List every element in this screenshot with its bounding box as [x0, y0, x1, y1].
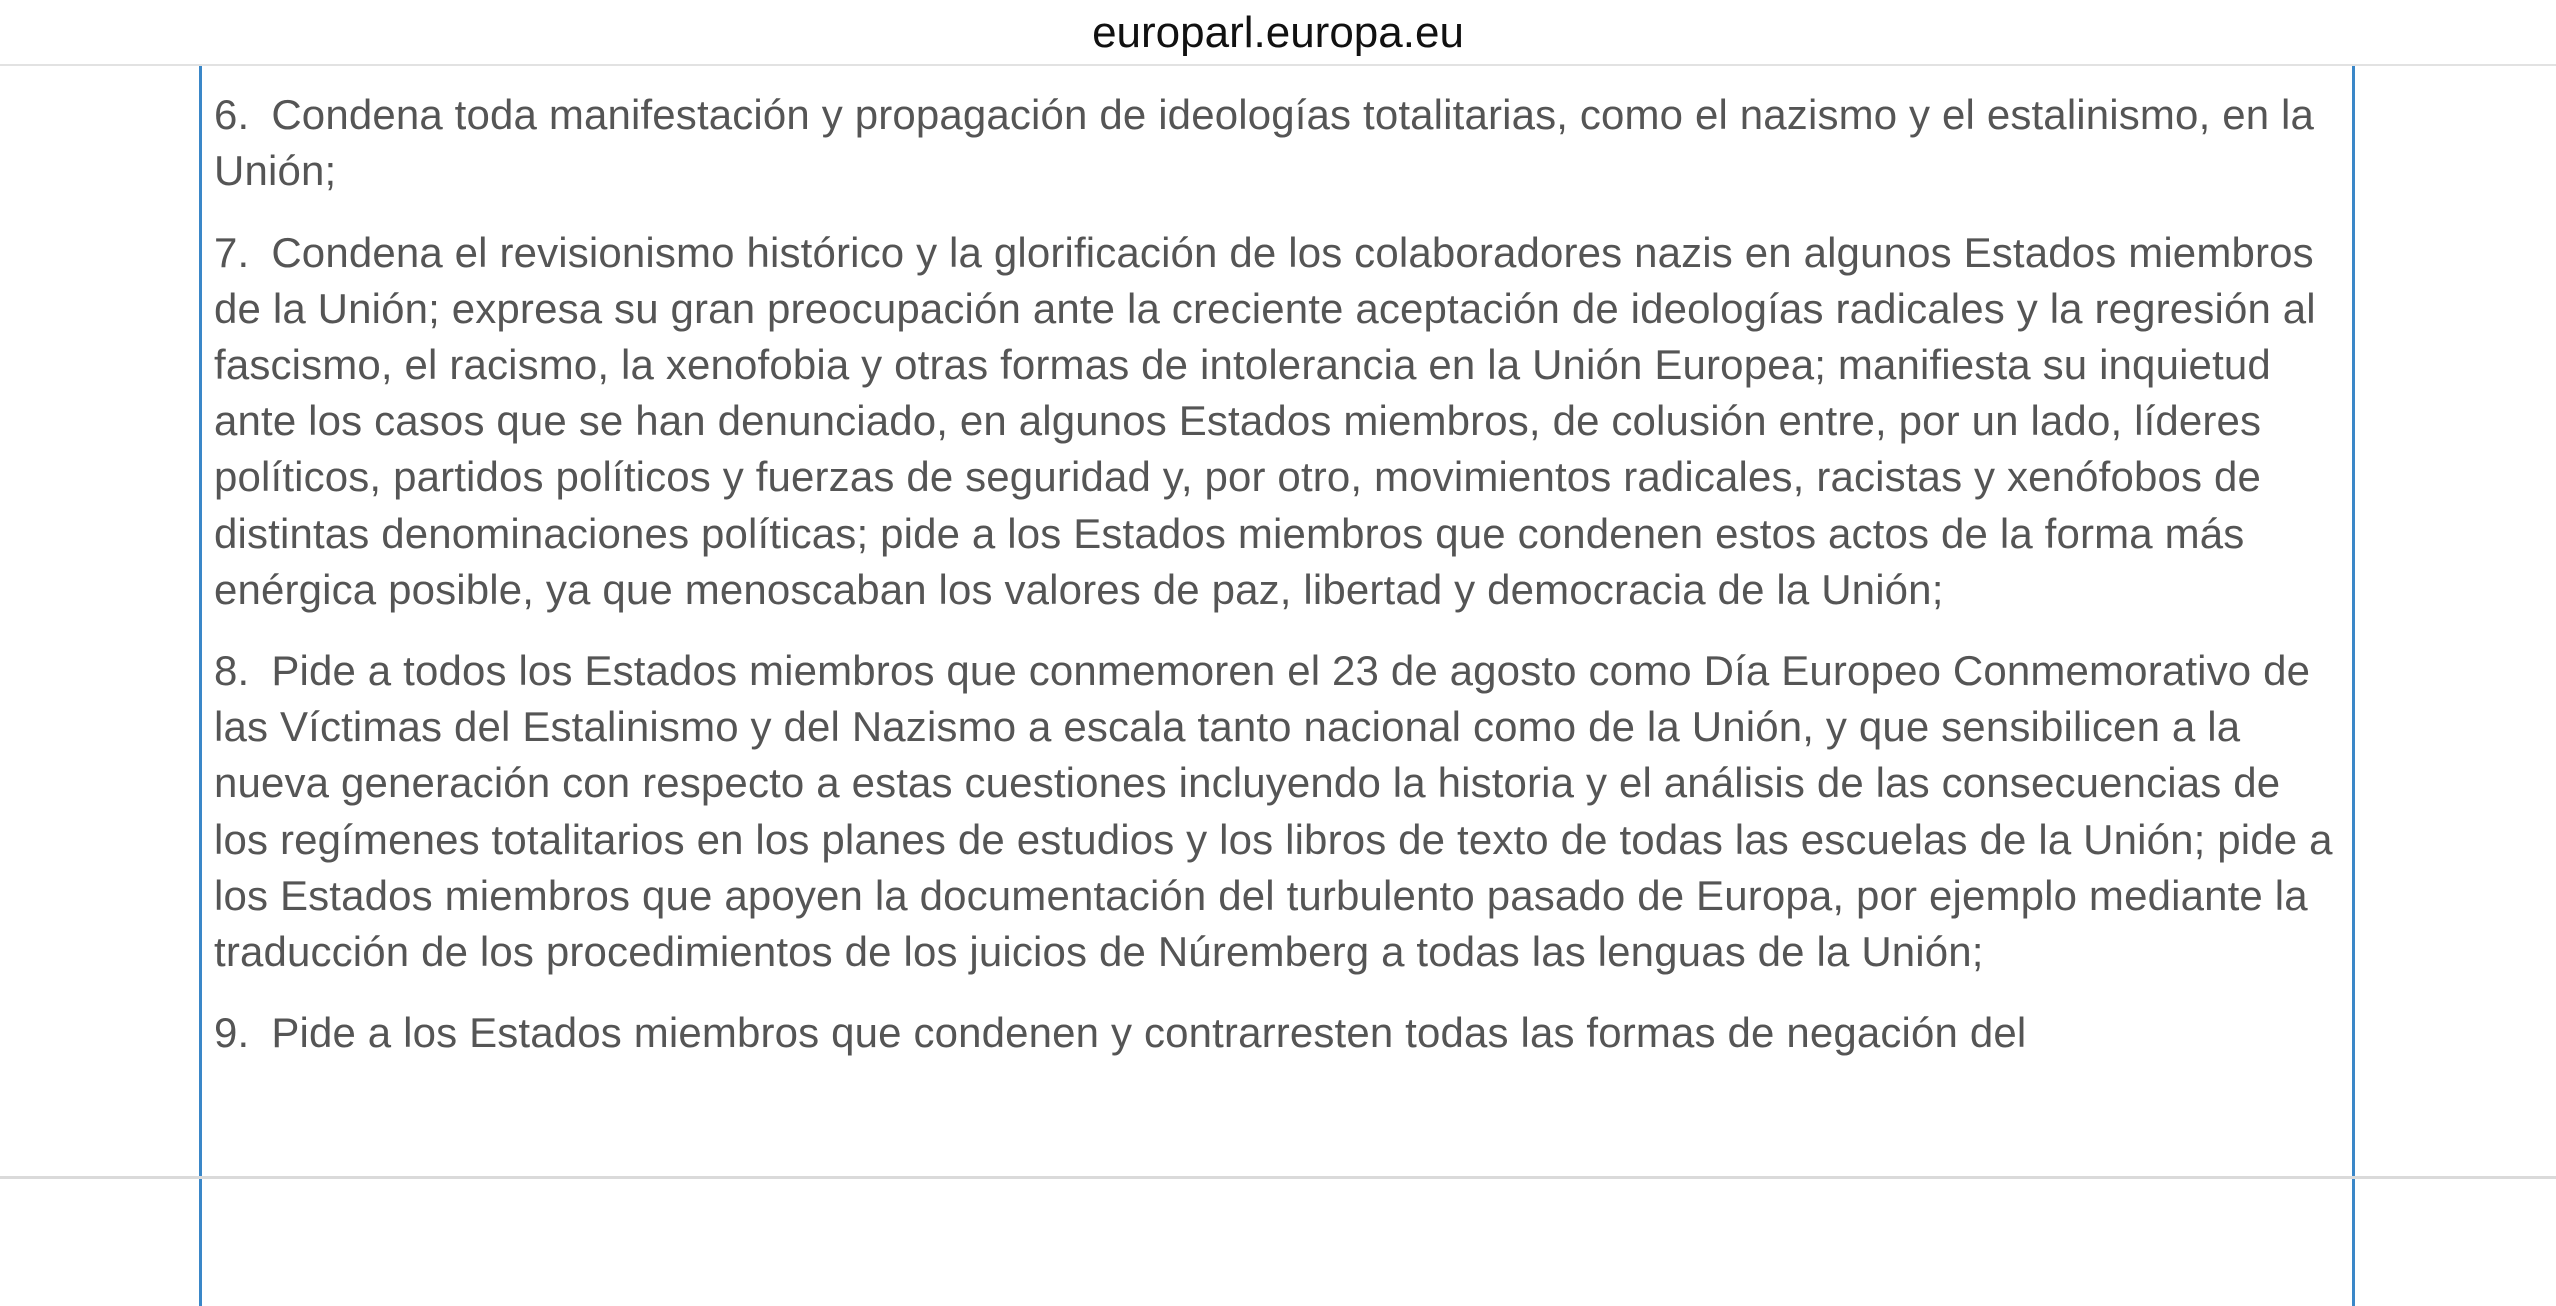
- url-text[interactable]: europarl.europa.eu: [1092, 8, 1464, 57]
- paragraph-8: [214, 643, 2336, 980]
- paragraph-text: Condena toda manifestación y propagación de ideologías totalitarias, como el nazismo y el estalinismo, en la Unión;: [214, 91, 2315, 195]
- bottom-divider: [0, 1176, 2556, 1179]
- document-text-box: [199, 6, 2355, 1306]
- paragraph-text: Condena el revisionismo histórico y la glorificación de los colaboradores nazis en algunos Estados miembros de la Unión; expresa su gran preocupación ante la creciente aceptación de ideologías radicales y la regresión al fascismo, el racismo, la xenofobia y otras formas de intolerancia en la Unión Europea; manifiesta su inquietud ante los casos que se han denunciado, en algunos Estados miembros, de colusión entre, por un lado, líderes políticos, partidos políticos y fuerzas de seguridad y, por otro, movimientos radicales, racistas y xenófobos de distintas denominaciones políticas; pide a los Estados miembros que condenen estos actos de la forma más enérgica posible, ya que menoscaban los valores de paz, libertad y democracia de la Unión;: [214, 228, 2316, 613]
- paragraph-9: [214, 1005, 2336, 1061]
- paragraph-text: Pide a todos los Estados miembros que conmemoren el 23 de agosto como Día Europeo Conmemorativo de las Víctimas del Estalinismo y del Nazismo a escala tanto nacional como de la Unión, y que sensibilicen a la nueva generación con respecto a estas cuestiones incluyendo la historia y el análisis de las consecuencias de los regímenes totalitarios en los planes de estudios y los libros de texto de todas las escuelas de la Unión; pide a los Estados miembros que apoyen la documentación del turbulento pasado de Europa, por ejemplo mediante la traducción de los procedimientos de los juicios de Núremberg a todas las lenguas de la Unión;: [214, 647, 2333, 976]
- paragraph-6: [214, 87, 2336, 199]
- paragraph-number: 8.: [214, 647, 250, 695]
- page-viewport[interactable]: [0, 66, 2556, 1179]
- address-bar[interactable]: [0, 0, 2556, 66]
- paragraph-number: 9.: [214, 1009, 250, 1057]
- paragraph-7: [214, 225, 2336, 618]
- paragraph-number: 6.: [214, 91, 250, 139]
- paragraph-text: Pide a los Estados miembros que condenen y contrarresten todas las formas de negación del: [271, 1009, 2027, 1057]
- paragraph-number: 7.: [214, 228, 250, 276]
